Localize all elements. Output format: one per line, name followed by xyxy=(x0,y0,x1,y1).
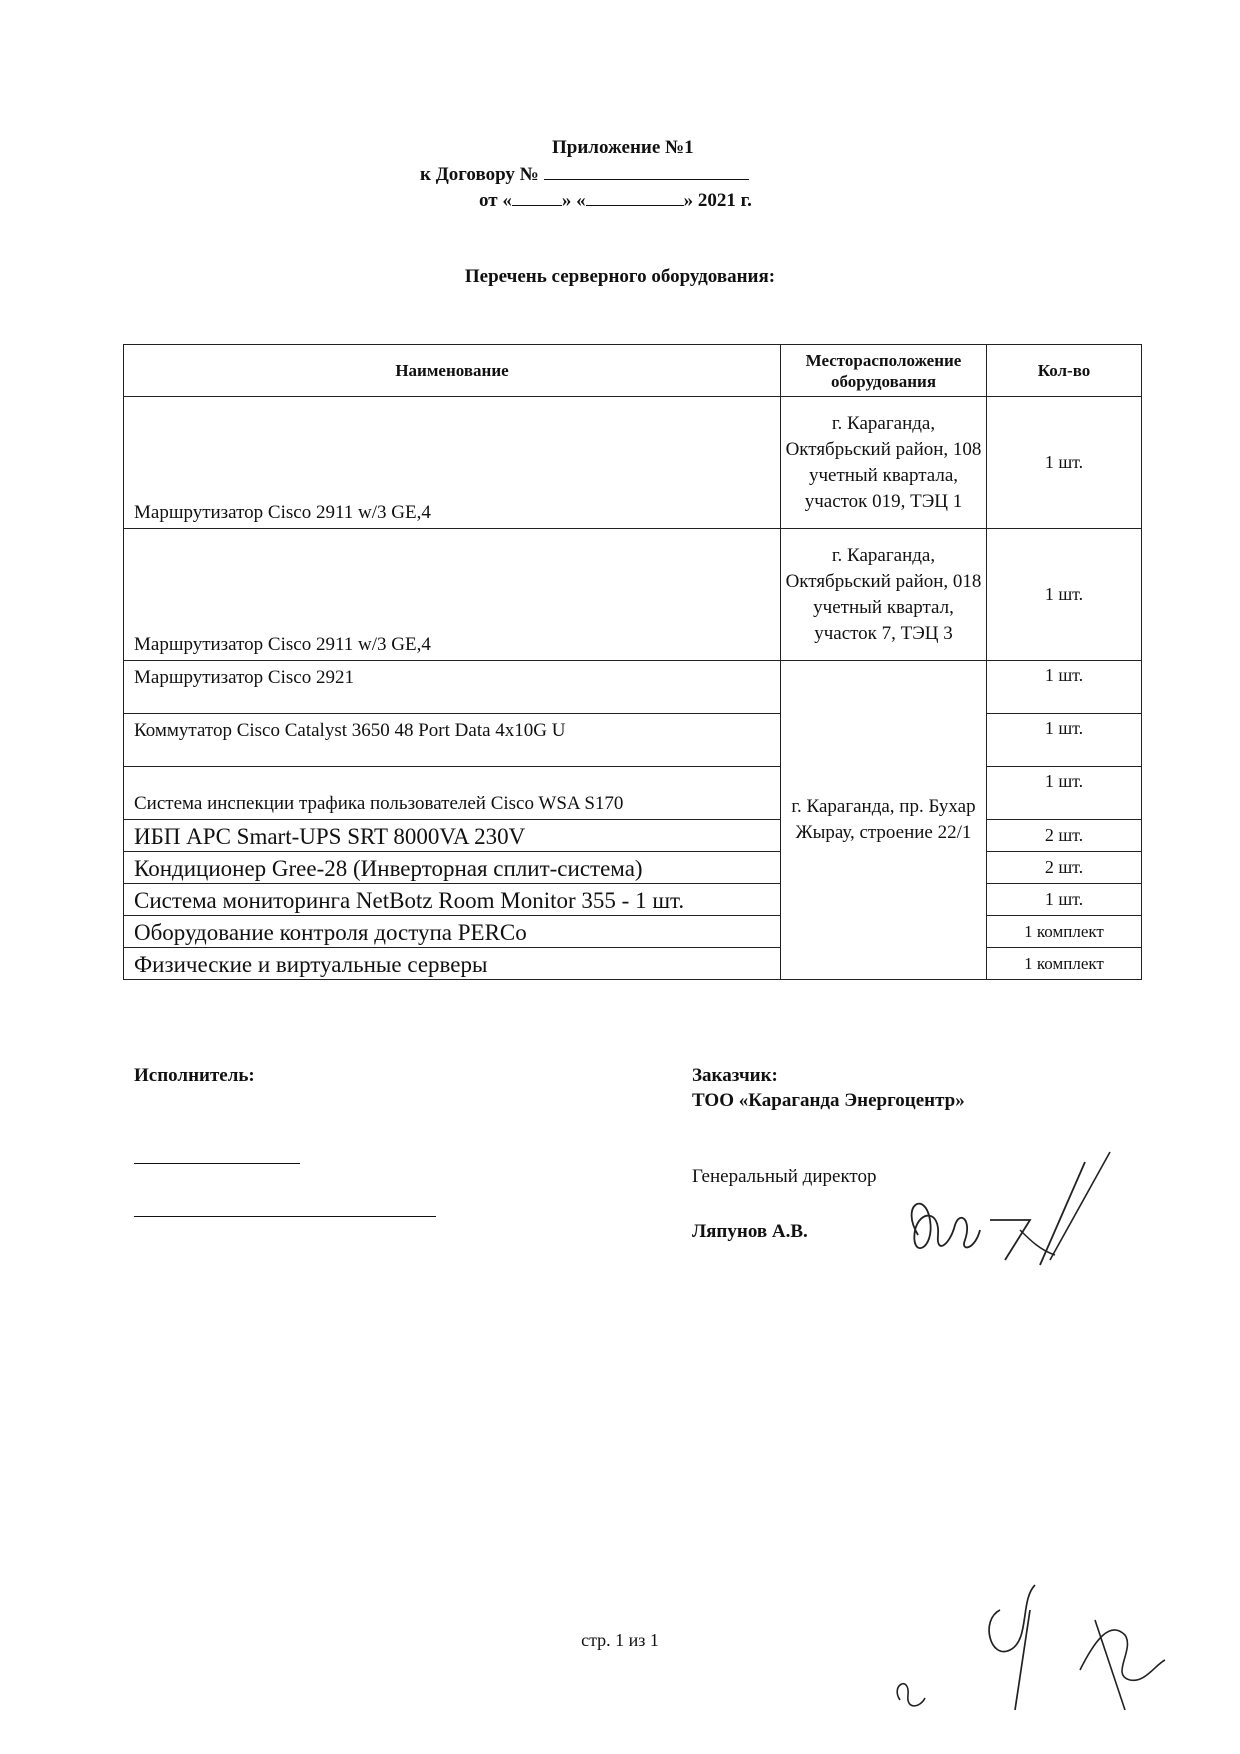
contract-number-blank xyxy=(544,163,749,180)
table-row xyxy=(124,884,1142,916)
customer-label: Заказчик: xyxy=(692,1065,778,1086)
equipment-name: Маршрутизатор Cisco 2921 xyxy=(124,661,781,714)
table-row xyxy=(124,948,1142,980)
table-row xyxy=(124,916,1142,948)
equipment-quantity: 1 комплект xyxy=(987,916,1142,948)
date-mid-label: » « xyxy=(561,190,586,211)
equipment-quantity: 2 шт. xyxy=(987,820,1142,852)
table-row xyxy=(124,529,1142,661)
equipment-quantity: 1 шт. xyxy=(987,661,1142,714)
initials-marks xyxy=(880,1580,1170,1730)
executor-label: Исполнитель: xyxy=(134,1065,255,1086)
equipment-name: Коммутатор Cisco Catalyst 3650 48 Port Data 4x10G U xyxy=(124,714,781,767)
column-header-location: Месторасположение оборудования xyxy=(781,345,987,397)
equipment-quantity: 1 шт. xyxy=(987,714,1142,767)
executor-signature-line xyxy=(134,1163,300,1164)
page-number: стр. 1 из 1 xyxy=(581,1630,659,1650)
equipment-quantity: 1 шт. xyxy=(987,767,1142,820)
customer-signatory: Ляпунов А.В. xyxy=(692,1221,808,1242)
equipment-quantity: 1 шт. xyxy=(987,884,1142,916)
customer-position: Генеральный директор xyxy=(692,1166,877,1187)
equipment-location: г. Караганда, пр. Бухар Жырау, строение 22/1 xyxy=(781,661,987,980)
table-row xyxy=(124,852,1142,884)
equipment-location: г. Караганда, Октябрьский район, 108 учетный квартала, участок 019, ТЭЦ 1 xyxy=(781,397,987,529)
table-row xyxy=(124,397,1142,529)
equipment-name: Оборудование контроля доступа PERCo xyxy=(124,916,781,948)
equipment-quantity: 1 шт. xyxy=(987,397,1142,529)
table-row xyxy=(124,661,1142,714)
equipment-name: Маршрутизатор Cisco 2911 w/3 GE,4 xyxy=(124,529,781,661)
customer-company: ТОО «Караганда Энергоцентр» xyxy=(692,1090,965,1111)
table-row xyxy=(124,714,1142,767)
equipment-quantity: 1 комплект xyxy=(987,948,1142,980)
column-header-name: Наименование xyxy=(124,345,781,397)
equipment-name: ИБП APC Smart-UPS SRT 8000VA 230V xyxy=(124,820,781,852)
date-month-blank xyxy=(586,189,684,206)
table-row xyxy=(124,767,1142,820)
column-header-quantity: Кол-во xyxy=(987,345,1142,397)
equipment-quantity: 1 шт. xyxy=(987,529,1142,661)
document-title: Перечень серверного оборудования: xyxy=(464,266,776,287)
equipment-name: Система мониторинга NetBotz Room Monitor 355 - 1 шт. xyxy=(124,884,781,916)
equipment-name: Кондиционер Gree-28 (Инверторная сплит-система) xyxy=(124,852,781,884)
date-day-blank xyxy=(512,189,562,206)
contract-number-line xyxy=(420,163,749,186)
date-year-label: » 2021 г. xyxy=(683,190,752,211)
date-from-label: от « xyxy=(479,190,512,211)
contract-date-line xyxy=(479,189,752,212)
director-signature xyxy=(880,1150,1120,1280)
contract-prefix: к Договору № xyxy=(420,164,539,185)
equipment-name: Маршрутизатор Cisco 2911 w/3 GE,4 xyxy=(124,397,781,529)
equipment-location: г. Караганда, Октябрьский район, 018 учетный квартал, участок 7, ТЭЦ 3 xyxy=(781,529,987,661)
table-row xyxy=(124,820,1142,852)
table-header-row xyxy=(124,345,1142,397)
equipment-name: Физические и виртуальные серверы xyxy=(124,948,781,980)
equipment-table xyxy=(123,344,1142,980)
equipment-quantity: 2 шт. xyxy=(987,852,1142,884)
executor-name-line xyxy=(134,1216,436,1217)
equipment-name: Система инспекции трафика пользователей Cisco WSA S170 xyxy=(124,767,781,820)
appendix-heading: Приложение №1 xyxy=(552,137,694,158)
